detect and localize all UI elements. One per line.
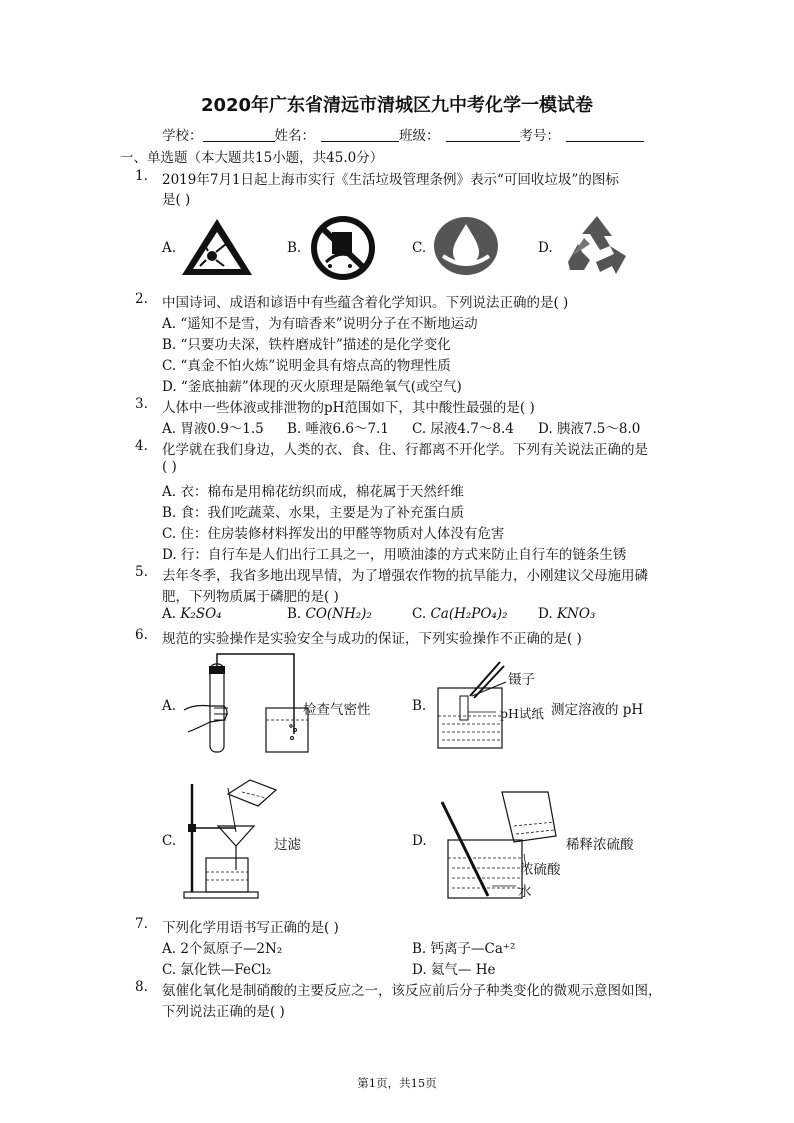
- question-stem: 人体中一些体液或排泄物的pH范围如下，其中酸性最强的是( ): [162, 400, 535, 416]
- caption-d: 稀释浓硫酸: [566, 837, 634, 853]
- question-number: 4.: [135, 438, 148, 454]
- class-blank: [446, 127, 520, 142]
- page-footer: 第1页，共15页: [357, 1076, 437, 1090]
- option-label-b: B.: [412, 698, 427, 714]
- recycle-icon: [560, 212, 634, 278]
- dilute-sulfuric-acid-diagram: [430, 788, 562, 902]
- student-info-line: [162, 124, 644, 144]
- option-label: D.: [538, 606, 553, 622]
- formula: CO(NH₂)₂: [305, 606, 372, 622]
- option-label: B.: [287, 606, 302, 622]
- no-dumping-icon: [306, 216, 380, 280]
- option-a: [162, 606, 222, 622]
- question-number: 3.: [135, 396, 148, 412]
- number-blank: [566, 127, 644, 142]
- question-stem: 2019年7月1日起上海市实行《生活垃圾管理条例》表示“可回收垃圾”的图标: [162, 172, 619, 188]
- question-stem: 去年冬季，我省多地出现旱情，为了增强农作物的抗旱能力，小刚建议父母施用磷: [162, 568, 648, 584]
- option-c: C. 住：住房装修材料挥发出的甲醛等物质对人体没有危害: [162, 526, 505, 542]
- water-drop-icon: [431, 214, 501, 278]
- question-stem: 氨催化氧化是制硝酸的主要反应之一，该反应前后分子种类变化的微观示意图如图，: [162, 983, 662, 999]
- option-b: [287, 606, 372, 622]
- airtightness-check-diagram: [180, 650, 310, 756]
- option-label-c: C.: [162, 833, 177, 849]
- option-c: C. 尿液4.7～8.4: [412, 421, 514, 437]
- question-number: 5.: [135, 564, 148, 580]
- label-tweezers: 镊子: [508, 672, 535, 688]
- option-label-c: C.: [412, 240, 427, 256]
- option-label-a: A.: [162, 698, 177, 714]
- option-c: [412, 606, 508, 622]
- name-blank: [321, 127, 399, 142]
- explosive-hazard-icon: [180, 216, 255, 278]
- number-label: 考号：: [519, 128, 560, 144]
- question-stem-cont: ( ): [162, 459, 177, 475]
- question-number: 6.: [135, 627, 148, 643]
- section-heading: 一、单选题（本大题共15小题，共45.0分）: [120, 150, 384, 166]
- ph-test-diagram: [430, 660, 510, 754]
- option-a: A. “遥知不是雪，为有暗香来”说明分子在不断地运动: [162, 316, 478, 332]
- option-label-b: B.: [287, 240, 302, 256]
- question-stem-cont: 下列说法正确的是( ): [162, 1004, 285, 1020]
- formula: K₂SO₄: [180, 606, 222, 622]
- option-c: C. “真金不怕火炼”说明金具有熔点高的物理性质: [162, 358, 451, 374]
- question-number: 2.: [135, 291, 148, 307]
- option-c: C. 氯化铁—FeCl₂: [162, 962, 272, 978]
- question-stem-cont: 肥，下列物质属于磷肥的是( ): [162, 589, 339, 605]
- option-label-d: D.: [538, 240, 553, 256]
- option-a: A. 胃液0.9～1.5: [162, 421, 264, 437]
- option-d: D. “釜底抽薪”体现的灭火原理是隔绝氧气(或空气): [162, 379, 462, 395]
- option-b: B. 钙离子—Ca⁺²: [412, 941, 516, 957]
- option-a: A. 衣：棉布是用棉花纺织而成，棉花属于天然纤维: [162, 484, 464, 500]
- option-label: C.: [412, 606, 427, 622]
- option-d: D. 胰液7.5～8.0: [538, 421, 641, 437]
- formula: Ca(H₂PO₄)₂: [430, 606, 508, 622]
- filtration-diagram: [180, 776, 280, 900]
- question-stem: 规范的实验操作是实验安全与成功的保证，下列实验操作不正确的是( ): [162, 631, 582, 647]
- question-stem: 下列化学用语书写正确的是( ): [162, 920, 339, 936]
- school-label: 学校：: [162, 128, 203, 144]
- formula: KNO₃: [556, 606, 596, 622]
- option-d: [538, 606, 595, 622]
- caption-b: 测定溶液的 pH: [551, 702, 644, 718]
- option-d: D. 氦气— He: [412, 962, 496, 978]
- question-stem: 化学就在我们身边，人类的衣、食、住、行都离不开化学。下列有关说法正确的是: [162, 442, 648, 458]
- question-stem-cont: 是( ): [162, 192, 191, 208]
- option-label: A.: [162, 606, 177, 622]
- option-label-a: A.: [162, 240, 177, 256]
- question-number: 8.: [135, 979, 148, 995]
- option-d: D. 行：自行车是人们出行工具之一，用喷油漆的方式来防止自行车的链条生锈: [162, 547, 627, 563]
- option-b: B. 食：我们吃蔬菜、水果，主要是为了补充蛋白质: [162, 505, 465, 521]
- option-b: B. 唾液6.6～7.1: [287, 421, 389, 437]
- name-label: 姓名：: [274, 128, 315, 144]
- question-number: 7.: [135, 916, 148, 932]
- page-title: 2020年广东省清远市清城区九中考化学一模试卷: [200, 95, 594, 116]
- question-number: 1.: [135, 168, 148, 184]
- caption-c: 过滤: [274, 837, 301, 853]
- school-blank: [203, 127, 275, 142]
- class-label: 班级：: [399, 128, 440, 144]
- question-stem: 中国诗词、成语和谚语中有些蕴含着化学知识。下列说法正确的是( ): [162, 295, 569, 311]
- label-water: 水: [518, 884, 532, 900]
- label-ph-paper: pH试纸: [500, 706, 544, 721]
- caption-a: 检查气密性: [303, 702, 371, 718]
- label-concentrated-acid: 浓硫酸: [520, 862, 561, 878]
- option-a: A. 2个氮原子—2N₂: [162, 941, 283, 957]
- option-b: B. “只要功夫深，铁杵磨成针”描述的是化学变化: [162, 337, 451, 353]
- option-label-d: D.: [412, 833, 427, 849]
